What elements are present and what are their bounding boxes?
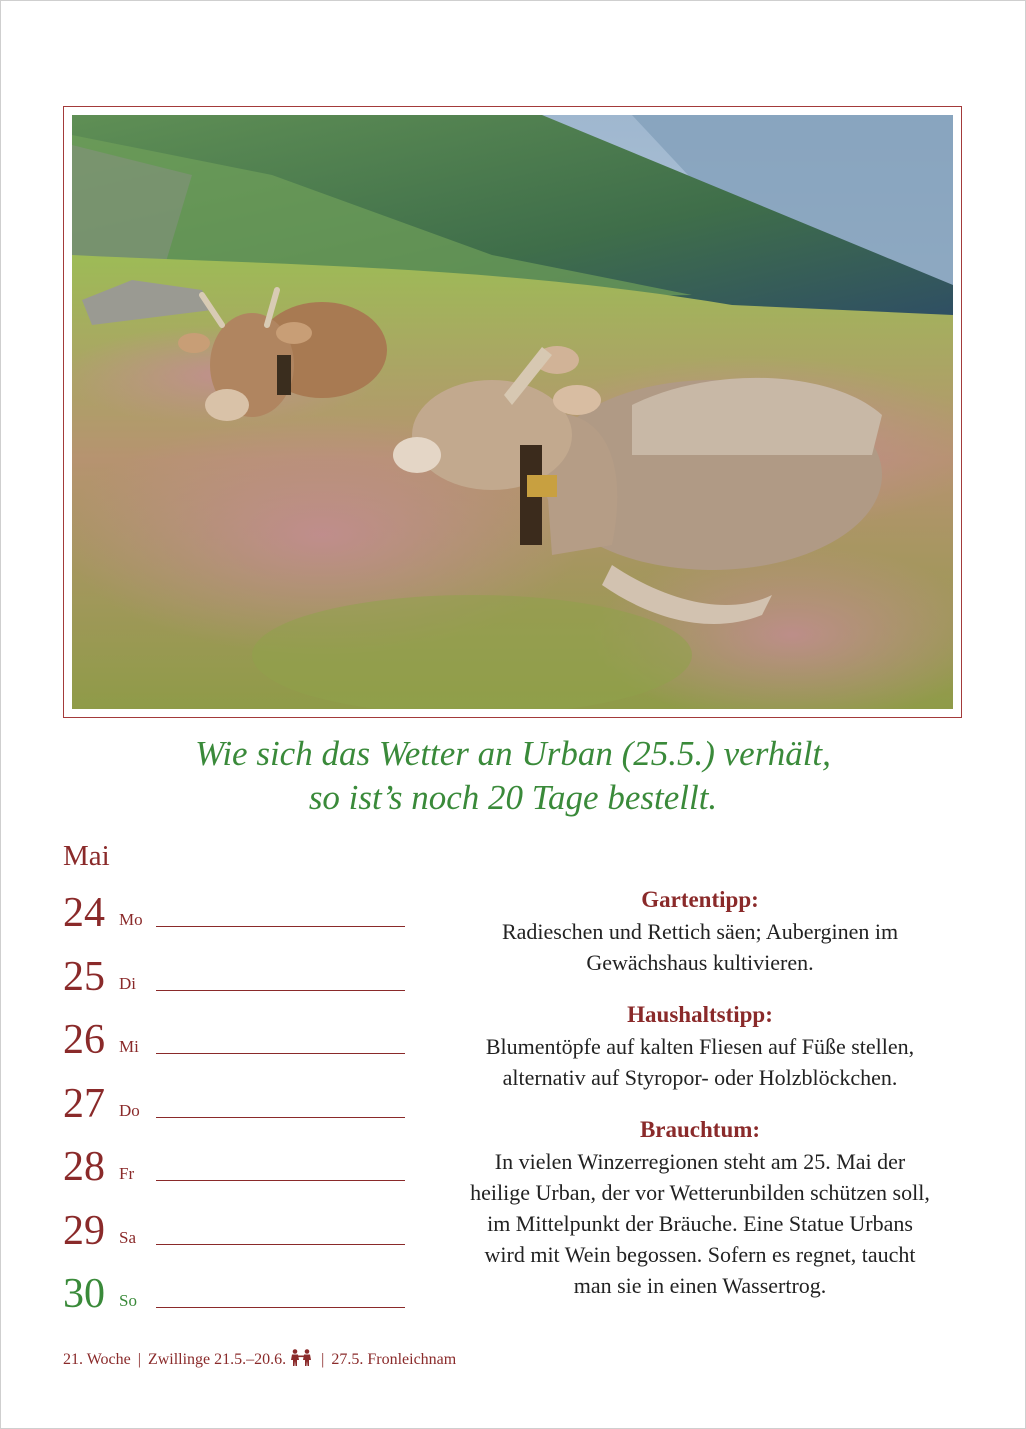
day-number: 27 [63, 1080, 105, 1127]
household-tip-text [436, 1031, 964, 1093]
gemini-icon [288, 1349, 314, 1367]
footer [63, 1349, 456, 1369]
note-line[interactable] [156, 1053, 405, 1054]
household-tip [436, 999, 964, 1093]
day-row[interactable] [63, 886, 408, 950]
text-line: Blumentöpfe auf kalten Fliesen auf Füße stellen, [485, 1034, 915, 1059]
garden-tip [436, 884, 964, 978]
weekday-abbr: Mi [119, 1037, 139, 1056]
garden-tip-heading: Gartentipp: [641, 887, 759, 912]
garden-tip-text [436, 916, 964, 978]
day-number: 25 [63, 953, 105, 1000]
weekday-abbr: Mo [119, 910, 143, 929]
text-line: im Mittelpunkt der Bräuche. Eine Statue Urbans [487, 1211, 913, 1236]
note-line[interactable] [156, 1117, 405, 1118]
day-list [63, 886, 408, 1331]
custom-tip-text [436, 1146, 964, 1301]
proverb-line-1: Wie sich das Wetter an Urban (25.5.) verhält, [195, 734, 831, 773]
day-number: 29 [63, 1207, 105, 1254]
zodiac-sign: Zwillinge 21.5.–20.6. [147, 1351, 287, 1368]
day-number: 24 [63, 890, 105, 936]
weekday-abbr: Do [119, 1100, 140, 1120]
text-line: alternativ auf Styropor- oder Holzblöckchen. [502, 1065, 898, 1090]
weekday-abbr: Sa [119, 1227, 136, 1247]
custom-tip-heading: Brauchtum: [639, 1117, 761, 1142]
day-row[interactable] [63, 950, 408, 1014]
text-line: heilige Urban, der vor Wetterunbilden schützen soll, [470, 1180, 930, 1205]
note-line[interactable] [156, 1244, 405, 1245]
text-line: Gewächshaus kultivieren. [586, 950, 814, 975]
month-label: Mai [63, 840, 110, 872]
day-row[interactable] [63, 1013, 408, 1077]
day-row[interactable] [63, 1140, 408, 1204]
text-line: wird mit Wein begossen. Sofern es regnet, taucht [484, 1242, 916, 1267]
weather-proverb [0, 732, 1026, 820]
cows-photo [72, 115, 953, 709]
photo-frame [63, 106, 962, 718]
tips-column [436, 884, 964, 1322]
proverb-line-2: so ist’s noch 20 Tage bestellt. [308, 778, 718, 817]
weekday-abbr: So [119, 1291, 137, 1310]
day-row-sunday[interactable] [63, 1267, 408, 1331]
text-line: In vielen Winzerregionen steht am 25. Mai der [494, 1149, 906, 1174]
note-line[interactable] [156, 990, 405, 991]
weekday-abbr: Di [119, 973, 136, 993]
holiday: 27.5. Fronleichnam [331, 1351, 457, 1368]
weekday-abbr: Fr [119, 1164, 135, 1183]
household-tip-heading: Haushaltstipp: [627, 1002, 773, 1027]
note-line[interactable] [156, 1180, 405, 1181]
text-line: man sie in einen Wassertrog. [573, 1273, 827, 1298]
day-row[interactable] [63, 1204, 408, 1268]
text-line: Radieschen und Rettich säen; Auberginen im [501, 919, 899, 944]
note-line[interactable] [156, 926, 405, 927]
week-number: 21. Woche [63, 1351, 131, 1368]
day-row[interactable] [63, 1077, 408, 1141]
custom-tip [436, 1114, 964, 1301]
separator: | [137, 1351, 141, 1368]
day-number: 26 [63, 1017, 105, 1063]
day-number: 28 [63, 1144, 105, 1190]
separator: | [321, 1351, 325, 1368]
day-number: 30 [63, 1271, 105, 1317]
note-line[interactable] [156, 1307, 405, 1308]
